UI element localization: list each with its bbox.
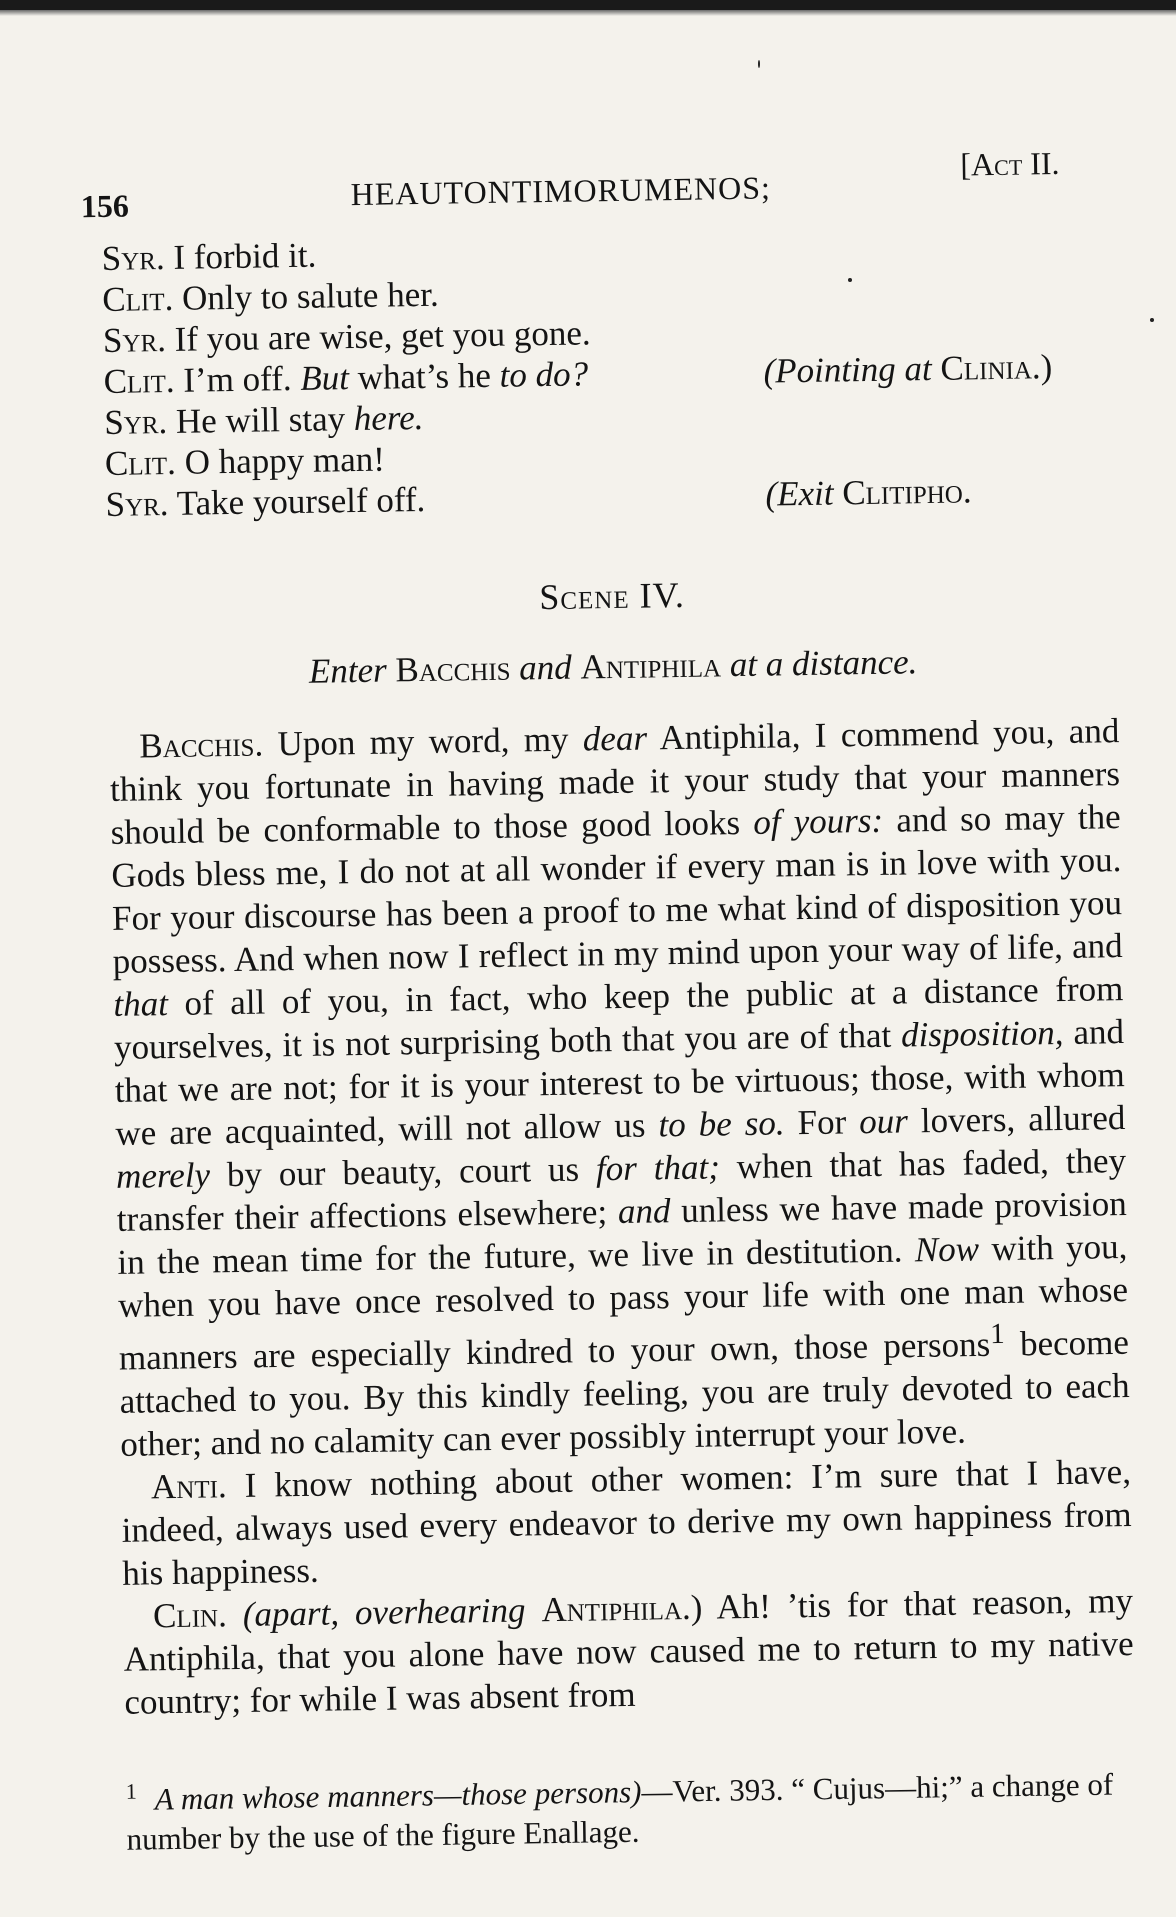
scan-top-edge [0, 0, 1176, 10]
emphasis: But [299, 358, 350, 398]
line-text: He will stay [175, 399, 346, 441]
scene-heading: Scene IV. [538, 574, 686, 618]
book-page [80, 134, 1137, 1860]
line-text: Only to salute her. [181, 274, 439, 318]
speaker: Bacchis. [139, 724, 264, 766]
speech-bacchis: Bacchis. Upon my word, my dear Antiphila, I commend you, and think you fortunate in having made it your study that your manners should be conformable to those good looks of yours: and so may the Gods bless me, I do not at all wonder if every man is in love with you. For your discourse has been a proof to me what kind of disposition you possess. And when now I reflect in my mind upon your way of life, and that of all of you, in fact, who keep the public at a distance from yourselves, it is not surprising both that you are of that disposition, and that we are not; for it is your interest to be virtuous; those, with whom we are acquainted, will not allow us to be so. For our lovers, allured merely by our beauty, court us for that; when that has faded, they transfer their affections elsewhere; and unless we have made provision in the mean time for the future, we live in destitution. Now with you, when you have once resolved to pass your life with one man whose manners are especially kindred to your own, those persons$^1$ become attached to you. By this kindly feeling, you are truly devoted to each other; and no calamity can ever possibly interrupt your love. [109, 711, 1130, 1464]
act-label: [Act II. [960, 144, 1060, 183]
speaker: Clin. [152, 1594, 228, 1636]
speech-anti: Anti. I know nothing about other women: I’m sure that I have, indeed, always used every endeavor to derive my own happiness from his happiness. [121, 1451, 1132, 1593]
speaker: Syr. [103, 401, 168, 442]
speaker: Clit. [103, 360, 175, 401]
print-speck [758, 60, 760, 68]
footnote-mark: 1 [125, 1778, 137, 1804]
speech-clin: Clin. (apart, overhearing Antiphila.) Ah! ’tis for that reason, my Antiphila, that you alone have now caused me to return to my native country; for while I was absent from [123, 1580, 1134, 1722]
print-speck [1150, 318, 1154, 322]
footnote: $^1$ A man whose manners—those persons)—Ver. 393. “ Cujus—hi;” a change of number by the use of the figure Enallage. [125, 1766, 1114, 1857]
entrance-direction: Enter Bacchis and Antiphila at a distance. [308, 642, 918, 691]
footnote-reference: 1 [989, 1317, 1005, 1351]
print-speck [848, 278, 852, 282]
line-text: I’m off. [183, 359, 292, 400]
stage-direction: (Pointing at Clinia.) [763, 347, 1053, 391]
emphasis: to do? [499, 354, 589, 395]
speaker: Anti. [150, 1465, 227, 1507]
emphasis: here. [353, 397, 424, 439]
page-number: 156 [80, 187, 130, 225]
line-text: If you are wise, get you gone. [174, 313, 591, 359]
line-text: what’s he [357, 355, 492, 397]
running-title: HEAUTONTIMORUMENOS; [350, 169, 772, 213]
speaker: Syr. [105, 483, 169, 524]
speaker: Clit. [104, 442, 177, 483]
speech-body [109, 709, 1135, 1723]
page-header [80, 134, 1111, 225]
dialogue-block [101, 222, 1115, 525]
speaker: Syr. [101, 238, 165, 278]
line-text: Take yourself off. [176, 479, 426, 523]
speaker: Syr. [102, 319, 167, 360]
line-text: I forbid it. [173, 235, 317, 277]
scan-shadow [0, 10, 1176, 16]
stage-direction: (Exit Clitipho. [765, 471, 972, 514]
speaker: Clit. [102, 278, 174, 319]
line-text: O happy man! [184, 439, 386, 482]
